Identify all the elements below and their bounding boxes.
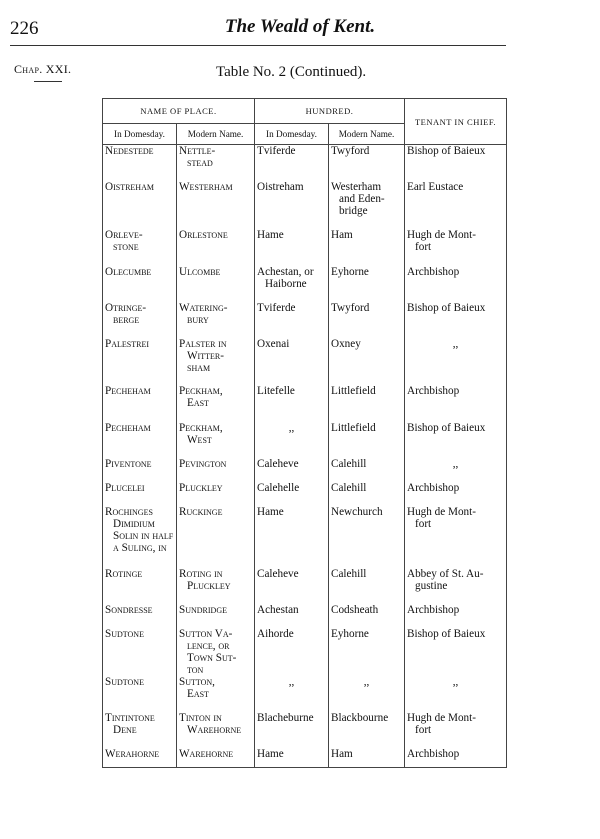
cell-line: Peckham,: [179, 384, 223, 397]
cell-line: Witter-: [187, 349, 224, 362]
cell-place-domesday: [103, 385, 177, 422]
cell-tenant: [405, 506, 507, 568]
cell-line: sham: [187, 361, 211, 374]
cell-line: Codsheath: [331, 603, 379, 616]
cell-line: Calehill: [331, 457, 367, 470]
cell-line: Oxenai: [257, 337, 290, 350]
cell-place-domesday: [103, 604, 177, 628]
table-row: [103, 482, 507, 506]
cell-place-domesday: [103, 482, 177, 506]
cell-line: Tintintone: [105, 711, 155, 724]
cell-place-modern: [177, 145, 255, 181]
table-row: [103, 229, 507, 266]
cell-line: Ham: [331, 228, 353, 241]
cell-line: Pluckley: [187, 579, 231, 592]
cell-hundred-domesday: [255, 385, 329, 422]
cell-line: Bishop of Baieux: [407, 301, 486, 314]
table-row: [103, 748, 507, 768]
cell-line: West: [187, 433, 212, 446]
cell-line: Archbishop: [407, 265, 460, 278]
cell-line: ,,: [452, 457, 459, 470]
cell-line: a Suling, in: [113, 541, 167, 554]
cell-line: Orlestone: [179, 228, 228, 241]
cell-line: Ulcombe: [179, 265, 221, 278]
cell-hundred-domesday: [255, 604, 329, 628]
cell-line: Westerham: [179, 180, 233, 193]
subheader-hundred-modern: Modern Name.: [329, 124, 405, 145]
table-title: Table No. 2 (Continued).: [216, 64, 367, 80]
cell-line: Littlefield: [331, 384, 376, 397]
cell-hundred-modern: [329, 712, 405, 748]
cell-hundred-domesday: [255, 568, 329, 604]
cell-line: Pecheham: [105, 421, 151, 434]
table-row: [103, 458, 507, 482]
cell-tenant: [405, 229, 507, 266]
subheader-place-domesday: In Domesday.: [103, 124, 177, 145]
cell-place-modern: [177, 458, 255, 482]
cell-line: Piventone: [105, 457, 152, 470]
cell-line: Peckham,: [179, 421, 223, 434]
cell-line: Littlefield: [331, 421, 376, 434]
cell-line: Bishop of Baieux: [407, 421, 486, 434]
cell-line: ,,: [363, 675, 370, 688]
cell-line: Calehelle: [257, 481, 300, 494]
cell-hundred-domesday: [255, 748, 329, 768]
cell-hundred-modern: [329, 385, 405, 422]
cell-line: Calehill: [331, 567, 367, 580]
cell-hundred-modern: [329, 181, 405, 229]
cell-line: Twyford: [331, 301, 370, 314]
cell-line: Aihorde: [257, 627, 294, 640]
table-row: [103, 506, 507, 568]
cell-line: Sudtone: [105, 627, 144, 640]
header-tenant-in-chief: TENANT IN CHIEF.: [405, 99, 507, 145]
cell-place-domesday: [103, 266, 177, 302]
cell-line: Nettle-: [179, 145, 216, 157]
cell-line: Rochinges: [105, 505, 153, 518]
cell-hundred-modern: [329, 458, 405, 482]
cell-line: Oistreham: [105, 180, 154, 193]
cell-line: ton: [187, 663, 204, 676]
cell-line: Bishop of Baieux: [407, 145, 486, 157]
cell-place-modern: [177, 628, 255, 676]
cell-place-modern: [177, 482, 255, 506]
cell-tenant: [405, 676, 507, 712]
cell-line: Ruckinge: [179, 505, 223, 518]
cell-line: Blackbourne: [331, 711, 389, 724]
header-name-of-place: NAME OF PLACE.: [103, 99, 255, 124]
cell-hundred-modern: [329, 568, 405, 604]
cell-tenant: [405, 422, 507, 458]
cell-hundred-domesday: [255, 302, 329, 338]
cell-tenant: [405, 302, 507, 338]
cell-tenant: [405, 482, 507, 506]
cell-hundred-domesday: [255, 181, 329, 229]
cell-place-modern: [177, 229, 255, 266]
cell-line: Solin in half: [113, 529, 174, 542]
cell-line: stead: [187, 157, 213, 169]
header-rule: [10, 45, 506, 46]
cell-tenant: [405, 181, 507, 229]
cell-line: Calehill: [331, 481, 367, 494]
cell-line: fort: [415, 240, 432, 253]
cell-place-domesday: [103, 229, 177, 266]
cell-line: Hugh de Mont-: [407, 711, 476, 724]
cell-line: Caleheve: [257, 457, 299, 470]
table-row: [103, 568, 507, 604]
table-row: [103, 628, 507, 676]
subheader-hundred-domesday: In Domesday.: [255, 124, 329, 145]
cell-line: Archbishop: [407, 384, 460, 397]
cell-hundred-modern: [329, 604, 405, 628]
cell-line: Newchurch: [331, 505, 383, 518]
cell-line: ,,: [288, 675, 295, 688]
cell-place-domesday: [103, 181, 177, 229]
cell-line: Caleheve: [257, 567, 299, 580]
cell-place-modern: [177, 385, 255, 422]
cell-tenant: [405, 628, 507, 676]
cell-tenant: [405, 145, 507, 181]
cell-line: Tviferde: [257, 145, 296, 157]
table-body: [103, 145, 507, 768]
cell-place-modern: [177, 422, 255, 458]
cell-tenant: [405, 338, 507, 385]
cell-hundred-modern: [329, 628, 405, 676]
cell-place-modern: [177, 338, 255, 385]
cell-line: Twyford: [331, 145, 370, 157]
cell-line: Palestrei: [105, 337, 149, 350]
cell-tenant: [405, 568, 507, 604]
cell-line: Eyhorne: [331, 265, 369, 278]
cell-line: Eyhorne: [331, 627, 369, 640]
cell-hundred-modern: [329, 145, 405, 181]
cell-line: Abbey of St. Au-: [407, 567, 484, 580]
cell-tenant: [405, 748, 507, 768]
cell-line: Warehorne: [187, 723, 242, 736]
cell-hundred-domesday: [255, 712, 329, 748]
cell-hundred-domesday: [255, 422, 329, 458]
cell-hundred-modern: [329, 676, 405, 712]
table-row: [103, 266, 507, 302]
cell-line: Pevington: [179, 457, 227, 470]
cell-line: Olecumbe: [105, 265, 152, 278]
header-hundred: HUNDRED.: [255, 99, 405, 124]
cell-hundred-modern: [329, 302, 405, 338]
cell-line: Orleve-: [105, 228, 143, 241]
cell-line: Oxney: [331, 337, 361, 350]
cell-place-modern: [177, 302, 255, 338]
cell-hundred-domesday: [255, 229, 329, 266]
cell-line: Archbishop: [407, 603, 460, 616]
cell-place-modern: [177, 712, 255, 748]
cell-hundred-modern: [329, 266, 405, 302]
cell-place-domesday: [103, 712, 177, 748]
running-title: The Weald of Kent.: [224, 16, 376, 37]
cell-line: Tinton in: [179, 711, 222, 724]
cell-hundred-domesday: [255, 628, 329, 676]
cell-line: Ham: [331, 747, 353, 760]
cell-line: Archbishop: [407, 747, 460, 760]
cell-line: Hugh de Mont-: [407, 505, 476, 518]
cell-hundred-modern: [329, 506, 405, 568]
cell-place-domesday: [103, 145, 177, 181]
cell-line: Oistreham: [257, 180, 304, 193]
subheader-place-modern: Modern Name.: [177, 124, 255, 145]
cell-line: Archbishop: [407, 481, 460, 494]
cell-hundred-modern: [329, 482, 405, 506]
cell-place-domesday: [103, 422, 177, 458]
table-row: [103, 145, 507, 181]
cell-hundred-modern: [329, 229, 405, 266]
cell-hundred-modern: [329, 422, 405, 458]
cell-line: Sundridge: [179, 603, 227, 616]
cell-hundred-domesday: [255, 676, 329, 712]
table-row: [103, 712, 507, 748]
cell-tenant: [405, 266, 507, 302]
cell-line: Hame: [257, 747, 284, 760]
cell-line: Rotinge: [105, 567, 143, 580]
cell-line: East: [187, 687, 209, 700]
cell-hundred-domesday: [255, 338, 329, 385]
cell-hundred-modern: [329, 338, 405, 385]
cell-tenant: [405, 458, 507, 482]
cell-place-modern: [177, 748, 255, 768]
cell-line: Achestan, or: [257, 265, 314, 278]
cell-line: Blacheburne: [257, 711, 314, 724]
cell-line: and Eden-: [339, 192, 385, 205]
cell-place-domesday: [103, 568, 177, 604]
table-row: [103, 338, 507, 385]
cell-hundred-modern: [329, 748, 405, 768]
cell-place-domesday: [103, 458, 177, 482]
table-row: [103, 422, 507, 458]
cell-place-domesday: [103, 628, 177, 676]
cell-line: gustine: [415, 579, 448, 592]
cell-place-modern: [177, 506, 255, 568]
cell-line: bridge: [339, 204, 368, 217]
chapter-rule: [34, 81, 62, 82]
cell-line: Sudtone: [105, 675, 144, 688]
cell-place-modern: [177, 266, 255, 302]
cell-tenant: [405, 385, 507, 422]
cell-line: Achestan: [257, 603, 299, 616]
cell-line: East: [187, 396, 209, 409]
cell-line: Bishop of Baieux: [407, 627, 486, 640]
table-row: [103, 385, 507, 422]
page-number: 226: [10, 18, 39, 39]
cell-line: Litefelle: [257, 384, 295, 397]
cell-hundred-domesday: [255, 458, 329, 482]
cell-tenant: [405, 604, 507, 628]
cell-place-modern: [177, 604, 255, 628]
cell-hundred-domesday: [255, 266, 329, 302]
cell-line: bury: [187, 313, 209, 326]
cell-place-modern: [177, 676, 255, 712]
cell-line: Haiborne: [265, 277, 307, 290]
cell-hundred-domesday: [255, 506, 329, 568]
cell-line: berge: [113, 313, 140, 326]
cell-line: ,,: [452, 337, 459, 350]
cell-line: Town Sut-: [187, 651, 237, 664]
cell-line: Sutton,: [179, 675, 215, 688]
cell-place-domesday: [103, 506, 177, 568]
cell-line: Hame: [257, 505, 284, 518]
table-row: [103, 302, 507, 338]
cell-line: Dimidium: [113, 517, 155, 530]
cell-place-domesday: [103, 676, 177, 712]
cell-line: Palster in: [179, 337, 227, 350]
domesday-table: [102, 98, 507, 768]
cell-line: Sutton Va-: [179, 627, 233, 640]
cell-line: Watering-: [179, 301, 228, 314]
cell-line: Dene: [113, 723, 137, 736]
table-row: [103, 676, 507, 712]
cell-line: Plucelei: [105, 481, 145, 494]
cell-line: Hugh de Mont-: [407, 228, 476, 241]
table-row: [103, 181, 507, 229]
table-row: [103, 604, 507, 628]
cell-place-domesday: [103, 338, 177, 385]
cell-tenant: [405, 712, 507, 748]
cell-line: ,,: [288, 421, 295, 434]
cell-line: Nedestede: [105, 145, 154, 157]
cell-hundred-domesday: [255, 482, 329, 506]
cell-line: ,,: [452, 675, 459, 688]
cell-line: Warehorne: [179, 747, 234, 760]
cell-line: Otringe-: [105, 301, 147, 314]
cell-hundred-domesday: [255, 145, 329, 181]
cell-line: Pecheham: [105, 384, 151, 397]
cell-place-modern: [177, 181, 255, 229]
cell-place-domesday: [103, 748, 177, 768]
cell-line: Westerham: [331, 180, 382, 193]
cell-line: Werahorne: [105, 747, 160, 760]
cell-line: Tviferde: [257, 301, 296, 314]
cell-place-domesday: [103, 302, 177, 338]
cell-line: fort: [415, 517, 432, 530]
cell-line: Earl Eustace: [407, 180, 464, 193]
cell-line: lence, or: [187, 639, 230, 652]
cell-line: Pluckley: [179, 481, 223, 494]
cell-line: Hame: [257, 228, 284, 241]
cell-line: fort: [415, 723, 432, 736]
chapter-label: Chap. XXI.: [14, 62, 72, 76]
cell-place-modern: [177, 568, 255, 604]
cell-line: Roting in: [179, 567, 223, 580]
cell-line: stone: [113, 240, 139, 253]
cell-line: Sondresse: [105, 603, 153, 616]
